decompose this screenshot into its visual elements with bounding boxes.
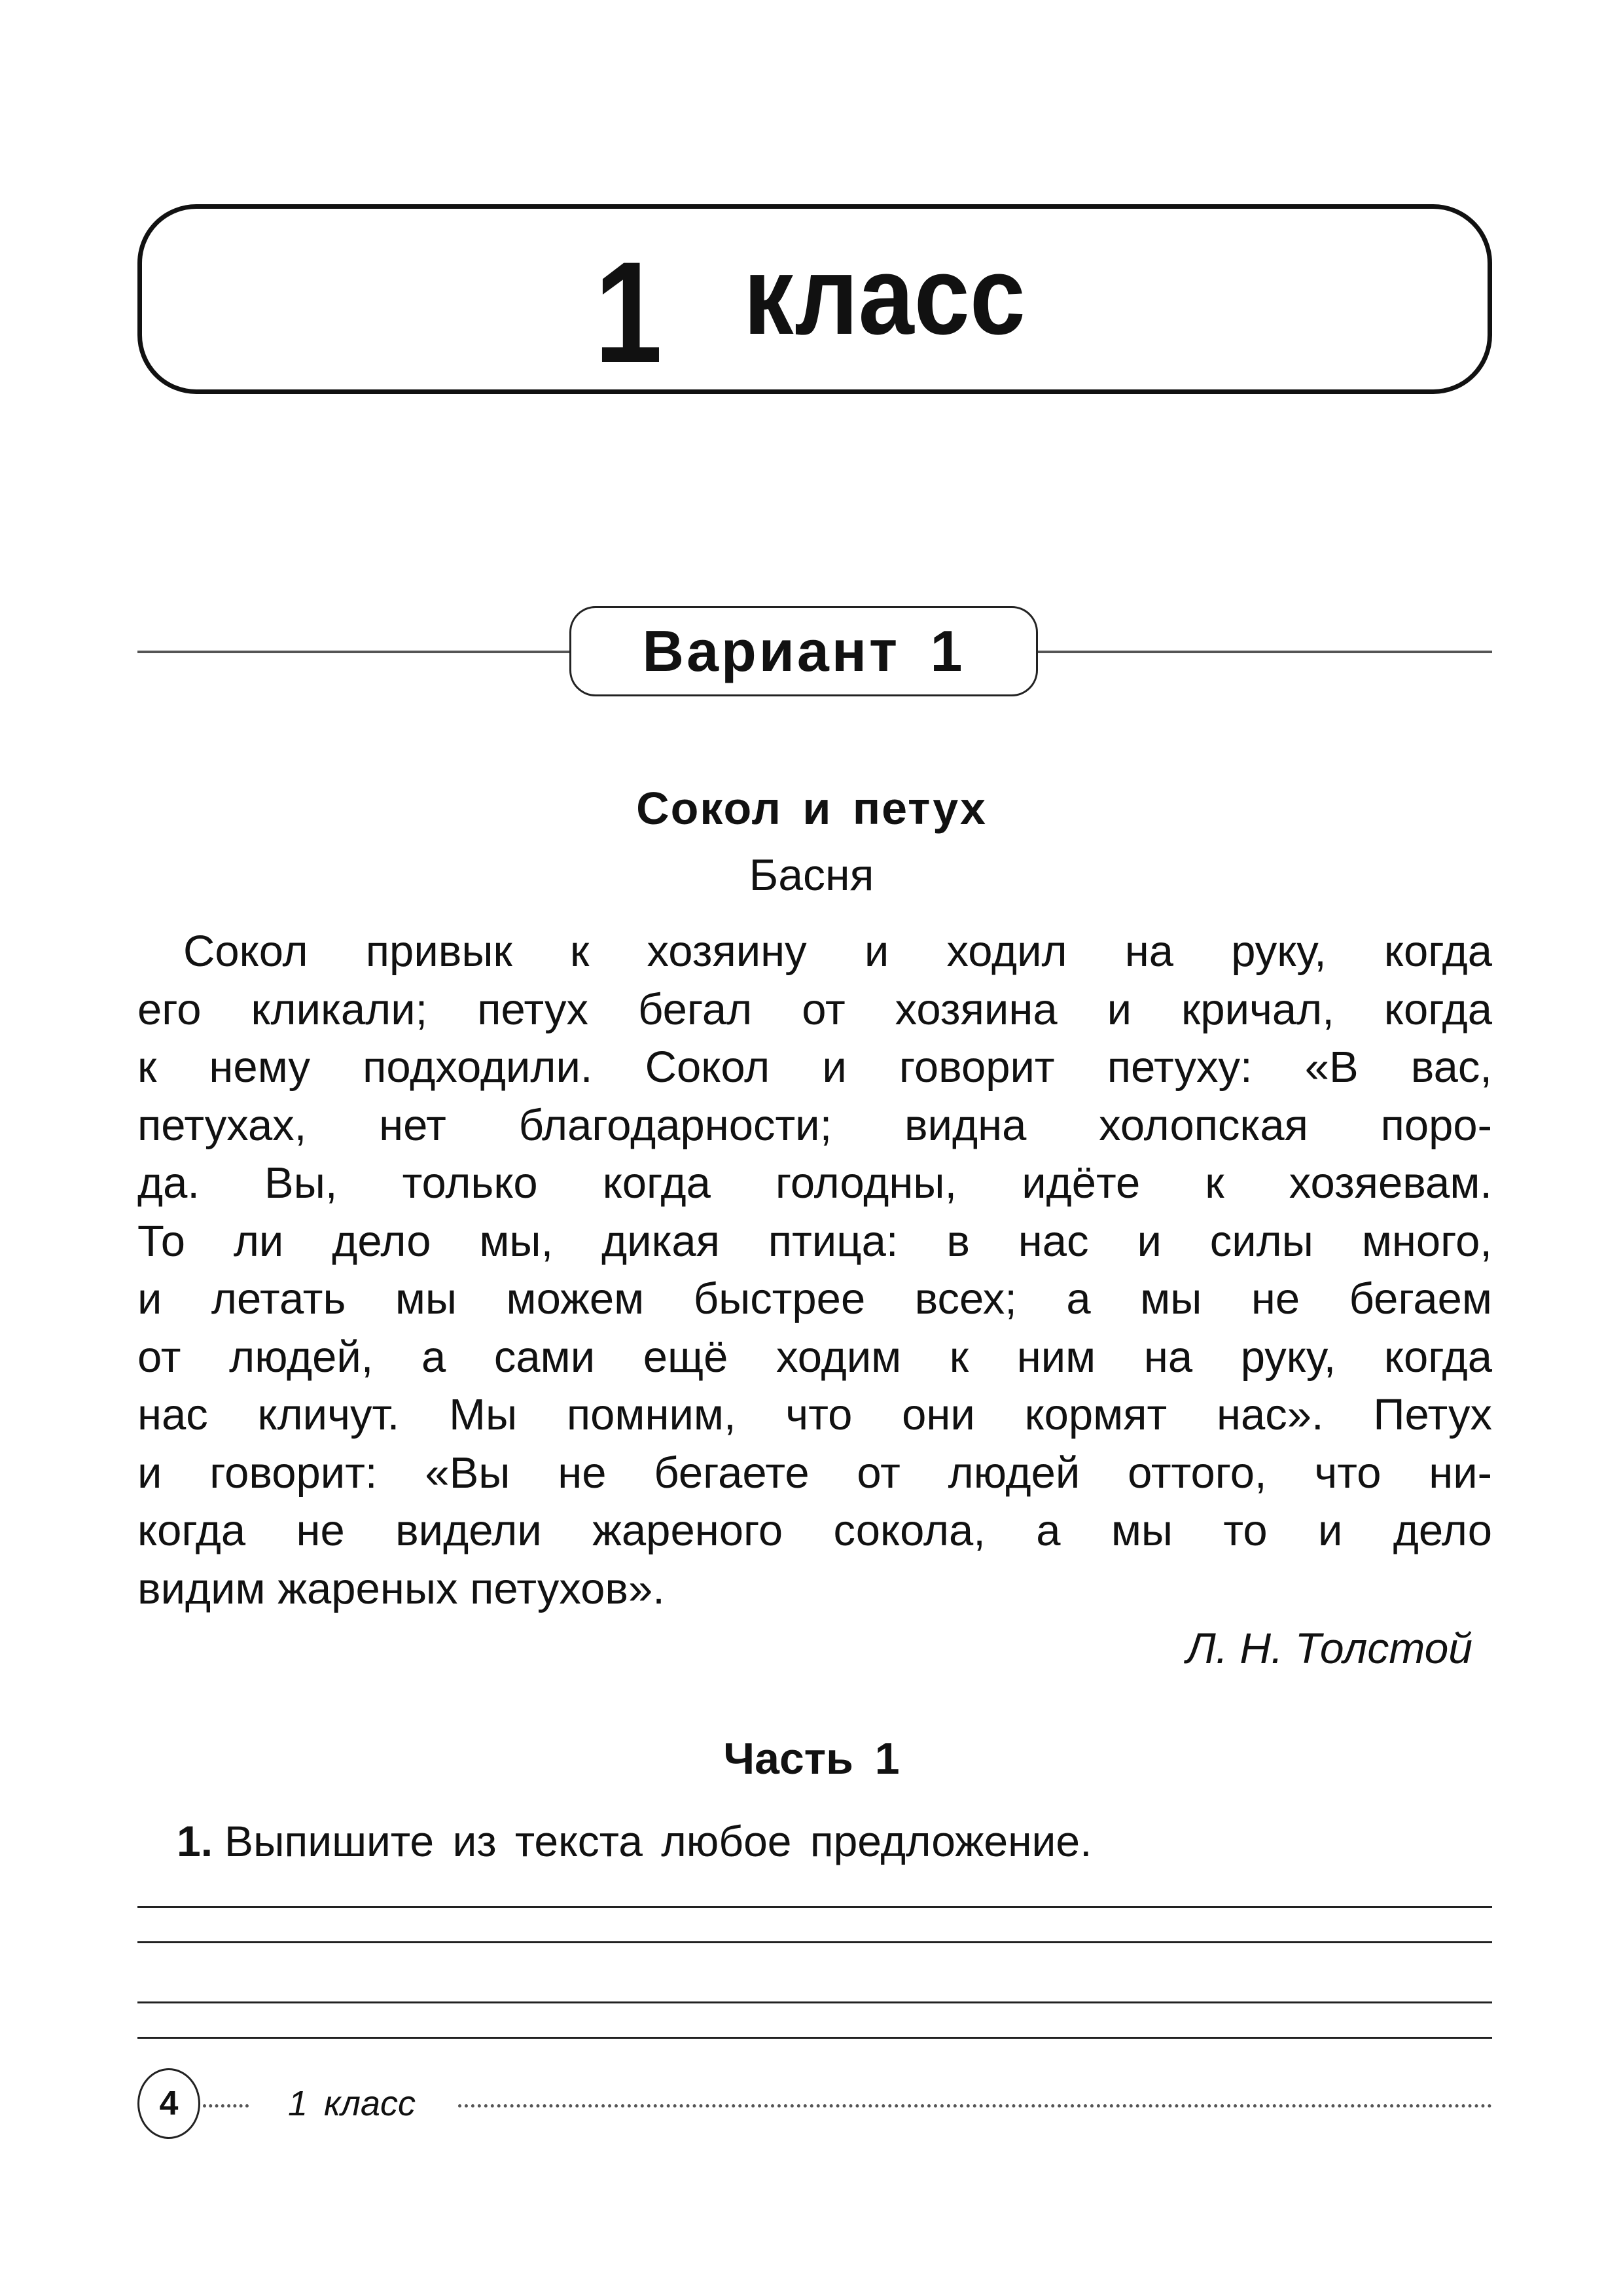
part-title: Часть 1 (723, 1734, 900, 1784)
grade-word: класс (743, 234, 1026, 358)
task-1 (177, 1816, 1092, 1866)
story-line: и говорит: «Вы не бегаете от людей оттого, что ни- (137, 1448, 1492, 1498)
variant-label: Вариант 1 (642, 619, 965, 683)
story-line: к нему подходили. Сокол и говорит петуху: «В вас, (137, 1043, 1492, 1092)
story-line: его кликали; петух бегал от хозяина и кричал, когда (137, 984, 1492, 1034)
grade-number: 1 (594, 232, 663, 393)
story-text (137, 923, 1492, 1618)
footer-dots-long (458, 2104, 1492, 2108)
footer-dots-short (203, 2104, 249, 2108)
variant-badge (569, 606, 1038, 696)
answer-line-4[interactable] (137, 2037, 1492, 2039)
story-line: Сокол привык к хозяину и ходил на руку, когда (183, 927, 1492, 976)
divider-left (137, 651, 571, 653)
story-line: когда не видели жареного сокола, а мы то и дело (137, 1506, 1492, 1555)
grade-heading (142, 209, 1488, 393)
task-text: Выпишите из текста любое предложение. (224, 1817, 1092, 1865)
story-line: от людей, а сами ещё ходим к ним на руку, когда (137, 1332, 1492, 1382)
answer-line-1[interactable] (137, 1906, 1492, 1908)
story-genre: Басня (749, 850, 874, 900)
story-line: да. Вы, только когда голодны, идёте к хозяевам. (137, 1158, 1492, 1208)
grade-header-box (137, 204, 1492, 394)
divider-right (1038, 651, 1492, 653)
story-line: видим жареных петухов». (137, 1564, 665, 1613)
story-line: нас кличут. Мы помним, что они кормят нас». Петух (137, 1390, 1492, 1439)
answer-line-2[interactable] (137, 1941, 1492, 1943)
story-author: Л. Н. Толстой (1186, 1624, 1472, 1672)
footer-label: 1 класс (288, 2084, 416, 2123)
story-line: петухах, нет благодарности; видна холопская поро- (137, 1100, 1492, 1150)
page-number: 4 (159, 2085, 179, 2123)
story-title: Сокол и петух (636, 783, 987, 834)
task-number: 1. (177, 1817, 213, 1865)
answer-line-3[interactable] (137, 2001, 1492, 2003)
page-number-badge (137, 2068, 200, 2139)
story-line: То ли дело мы, дикая птица: в нас и силы много, (137, 1216, 1492, 1266)
story-line: и летать мы можем быстрее всех; а мы не бегаем (137, 1274, 1492, 1323)
